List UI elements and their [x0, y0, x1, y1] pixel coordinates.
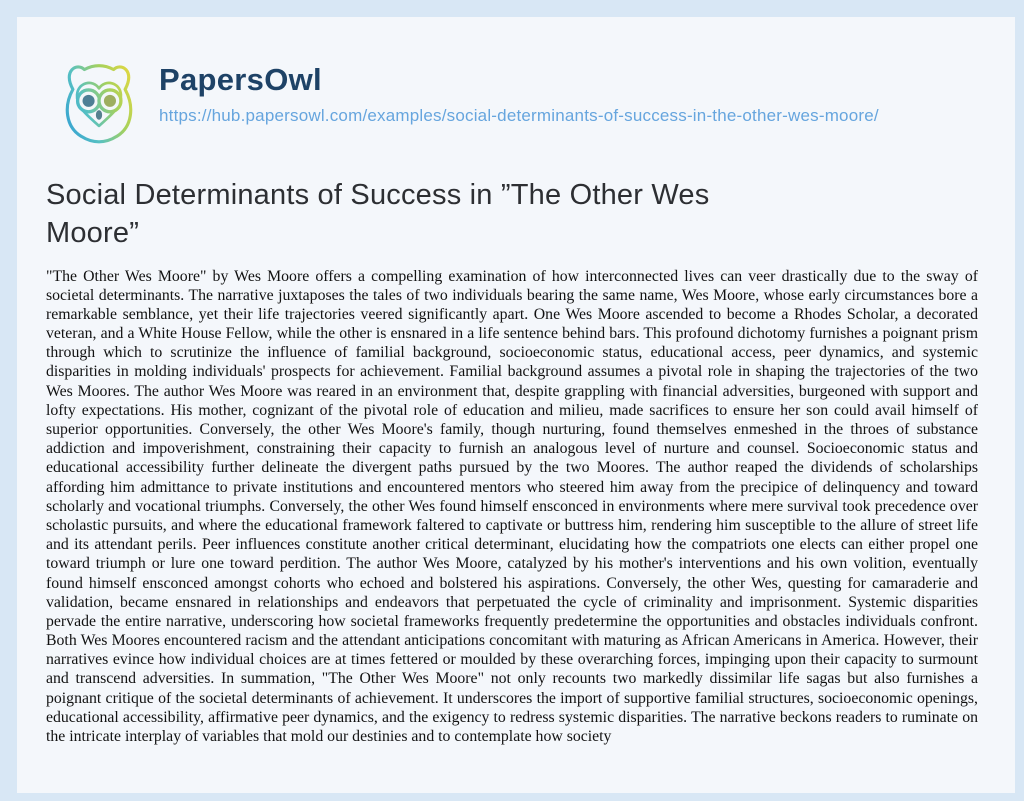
article-body: "The Other Wes Moore" by Wes Moore offers a compelling examination of how interconnected lives can veer drastically due to the sway of societal determinants. The narrative juxtaposes the tales of two individuals bearing the same name, Wes Moore, whose early circumstances bore a remarkable semblance, yet their life trajectories veered significantly apart. One Wes Moore ascended to become a Rhodes Scholar, a decorated veteran, and a White House Fellow, while the other is ensnared in a life sentence behind bars. This profound dichotomy furnishes a poignant prism through which to scrutinize the influence of familial background, socioeconomic status, educational access, peer dynamics, and systemic disparities in molding individuals' prospects for achievement. Familial background assumes a pivotal role in shaping the trajectories of the two Wes Moores. The author Wes Moore was reared in an environment that, despite grappling with financial adversities, burgeoned with support and lofty expectations. His mother, cognizant of the pivotal role of education and milieu, made sacrifices to ensure her son could avail himself of superior opportunities. Conversely, the other Wes Moore's family, though nurturing, found themselves enmeshed in the throes of substance addiction and impoverishment, constraining their capacity to furnish an analogous level of nurture and counsel. Socioeconomic status and educational accessibility further delineate the divergent paths pursued by the two Moores. The author reaped the dividends of scholarships affording him admittance to private institutions and encountered mentors who steered him away from the precipice of delinquency and toward scholarly and vocational triumphs. Conversely, the other Wes found himself ensconced in environments where mere survival took precedence over scholastic pursuits, and where the educational framework faltered to captivate or buttress him, rendering him susceptible to the allure of street life and its attendant perils. Peer influences constitute another critical determinant, elucidating how the compatriots one elects can either propel one toward triumph or lure one toward perdition. The author Wes Moore, catalyzed by his mother's interventions and his own volition, eventually found himself ensconced amongst cohorts who echoed and bolstered his aspirations. Conversely, the other Wes, questing for camaraderie and validation, became ensnared in relationships and endeavors that perpetuated the cycle of criminality and imprisonment. Systemic disparities pervade the entire narrative, underscoring how societal frameworks frequently predetermine the opportunities and obstacles individuals confront. Both Wes Moores encountered racism and the attendant anticipations concomitant with maturing as African Americans in America. However, their narratives evince how individual choices are at times fettered or moulded by these overarching forces, impinging upon their capacity to surmount and transcend adversities. In summation, "The Other Wes Moore" not only recounts two markedly dissimilar life sagas but also furnishes a poignant critique of the societal determinants of achievement. It underscores the import of supportive familial structures, socioeconomic openings, educational accessibility, affirmative peer dynamics, and the exigency to redress systemic disparities. The narrative beckons readers to ruminate on the intricate interplay of variables that mold our destinies and to contemplate how society	[46, 267, 978, 746]
source-url-link[interactable]: https://hub.papersowl.com/examples/social-determinants-of-success-in-the-other-wes-moore/	[159, 106, 879, 126]
content-card	[17, 17, 1015, 793]
brand-block	[159, 56, 879, 126]
site-header	[17, 17, 1015, 152]
brand-name: PapersOwl	[159, 62, 322, 97]
article-title: Social Determinants of Success in ”The Other Wes Moore”	[46, 179, 710, 250]
owl-logo-icon	[46, 56, 152, 152]
